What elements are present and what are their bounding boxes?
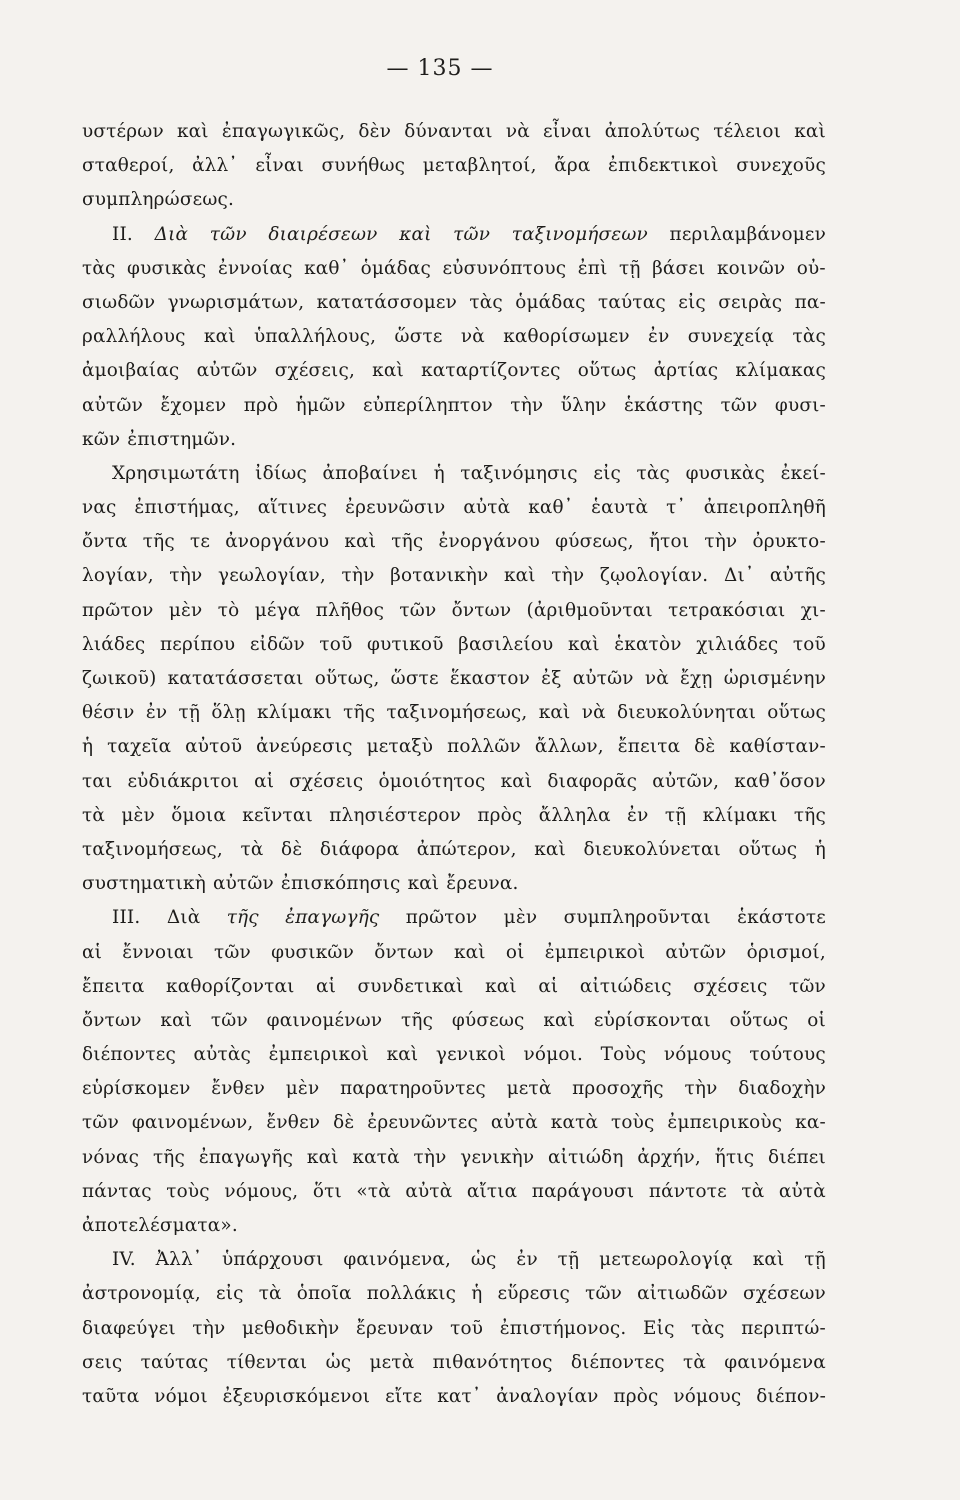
text-line: τὰ μὲν ὅμοια κεῖνται πλησιέστερον πρὸς ἄλληλα ἐν τῇ κλίμακι τῆς xyxy=(82,804,826,826)
text-line: ἡ ταχεῖα αὐτοῦ ἀνεύρεσις μεταξὺ πολλῶν ἄλλων, ἔπειτα δὲ καθίσταν- xyxy=(82,736,826,758)
text-line: ἀστρονομίᾳ, εἰς τὰ ὁποῖα πολλάκις ἡ εὕρεσις τῶν αἰτιωδῶν σχέσεων xyxy=(82,1283,826,1305)
text-line: νόνας τῆς ἐπαγωγῆς καὶ κατὰ τὴν γενικὴν αἰτιώδη ἀρχήν, ἥτις διέπει xyxy=(82,1146,826,1168)
text-line: ἔπειτα καθορίζονται αἱ συνδετικαὶ καὶ αἱ αἰτιώδεις σχέσεις τῶν xyxy=(82,975,826,997)
text-line: ἀποτελέσματα». xyxy=(82,1215,238,1236)
text-line: λιάδες περίπου εἰδῶν τοῦ φυτικοῦ βασιλείου καὶ ἑκατὸν χιλιάδες τοῦ xyxy=(82,633,826,655)
text-line: πάντας τοὺς νόμους, ὅτι «τὰ αὐτὰ αἴτια παράγουσι πάντοτε τὰ αὐτὰ xyxy=(82,1180,826,1202)
text-line: υστέρων καὶ ἐπαγωγικῶς, δὲν δύνανται νὰ εἶναι ἀπολύτως τέλειοι καὶ xyxy=(82,121,826,142)
text-line: ραλλήλους καὶ ὑπαλλήλους, ὥστε νὰ καθορίσωμεν ἐν συνεχείᾳ τὰς xyxy=(82,326,826,348)
text-line: εὑρίσκομεν ἔνθεν μὲν παρατηροῦντες μετὰ προσοχῆς τὴν διαδοχὴν xyxy=(82,1078,826,1100)
text-line: σιωδῶν γνωρισμάτων, κατατάσσομεν τὰς ὁμάδας ταύτας εἰς σειρὰς πα- xyxy=(82,291,826,313)
text-line: σταθεροί, ἀλλ᾽ εἶναι συνήθως μεταβλητοί, ἄρα ἐπιδεκτικοὶ συνεχοῦς xyxy=(82,155,826,177)
text-line: αὐτῶν ἔχομεν πρὸ ἡμῶν εὐπερίληπτον τὴν ὕλην ἑκάστης τῶν φυσι- xyxy=(82,394,826,416)
text-line: IV. Ἀλλ᾽ ὑπάρχουσι φαινόμενα, ὡς ἐν τῇ μετεωρολογίᾳ καὶ τῇ xyxy=(112,1249,826,1271)
text-line: σεις ταύτας τίθενται ὡς μετὰ πιθανότητος διέποντες τὰ φαινόμενα xyxy=(82,1351,826,1373)
text-line: ταξινομήσεως, τὰ δὲ διάφορα ἀπώτερον, καὶ διευκολύνεται οὕτως ἡ xyxy=(82,838,826,860)
text-line: κῶν ἐπιστημῶν. xyxy=(82,428,237,450)
text-line: τὰς φυσικὰς ἐννοίας καθ᾽ ὁμάδας εὐσυνόπτους ἐπὶ τῇ βάσει κοινῶν οὐ- xyxy=(82,257,826,279)
text-line: ται εὐδιάκριτοι αἱ σχέσεις ὁμοιότητος καὶ διαφορᾶς αὐτῶν, καθ᾽ὅσον xyxy=(82,770,826,792)
text-line: III. Διὰ τῆς ἐπαγωγῆς πρῶτον μὲν συμπληροῦνται ἑκάστοτε xyxy=(112,907,826,929)
text-line: λογίαν, τὴν γεωλογίαν, τὴν βοτανικὴν καὶ τὴν ζῳολογίαν. Δι᾽ αὐτῆς xyxy=(82,565,826,587)
text-line: ταῦτα νόμοι ἐξευρισκόμενοι εἴτε κατ᾽ ἀναλογίαν πρὸς νόμους διέπον- xyxy=(82,1385,826,1407)
text-line: αἱ ἔννοιαι τῶν φυσικῶν ὄντων καὶ οἱ ἐμπειρικοὶ αὐτῶν ὁρισμοί, xyxy=(82,941,826,963)
text-line: θέσιν ἐν τῇ ὅλῃ κλίμακι τῆς ταξινομήσεως, καὶ νὰ διευκολύνηται οὕτως xyxy=(82,702,826,724)
text-line: II. Διὰ τῶν διαιρέσεων καὶ τῶν ταξινομήσεων περιλαμβάνομεν xyxy=(112,223,826,245)
body-text xyxy=(82,115,826,1414)
text-line: ὄντα τῆς τε ἀνοργάνου καὶ τῆς ἐνοργάνου φύσεως, ἤτοι τὴν ὀρυκτο- xyxy=(82,531,826,553)
text-line: νας ἐπιστήμας, αἵτινες ἐρευνῶσιν αὐτὰ καθ᾽ ἑαυτὰ τ᾽ ἀπειροπληθῆ xyxy=(82,497,826,519)
text-line: διαφεύγει τὴν μεθοδικὴν ἔρευναν τοῦ ἐπιστήμονος. Εἰς τὰς περιπτώ- xyxy=(82,1317,826,1339)
text-line: ὄντων καὶ τῶν φαινομένων τῆς φύσεως καὶ εὑρίσκονται οὕτως οἱ xyxy=(82,1009,826,1031)
text-line: διέποντες αὐτὰς ἐμπειρικοὶ καὶ γενικοὶ νόμοι. Τοὺς νόμους τούτους xyxy=(82,1044,826,1066)
text-line: συστηματικὴ αὐτῶν ἐπισκόπησις καὶ ἔρευνα. xyxy=(82,873,519,895)
text-line: πρῶτον μὲν τὸ μέγα πλῆθος τῶν ὄντων (ἀριθμοῦνται τετρακόσιαι χι- xyxy=(82,599,826,621)
text-line: τῶν φαινομένων, ἔνθεν δὲ ἐρευνῶντες αὐτὰ κατὰ τοὺς ἐμπειρικοὺς κα- xyxy=(82,1112,826,1134)
text-line: Χρησιμωτάτη ἰδίως ἀποβαίνει ἡ ταξινόμησις εἰς τὰς φυσικὰς ἐκεί- xyxy=(112,462,826,484)
page-number: — 135 — xyxy=(386,56,494,81)
text-line: ζωικοῦ) κατατάσσεται οὕτως, ὥστε ἕκαστον ἐξ αὐτῶν νὰ ἔχῃ ὡρισμένην xyxy=(82,668,826,689)
text-line: ἀμοιβαίας αὐτῶν σχέσεις, καὶ καταρτίζοντες οὕτως ἀρτίας κλίμακας xyxy=(82,360,826,382)
text-line: συμπληρώσεως. xyxy=(82,189,235,211)
